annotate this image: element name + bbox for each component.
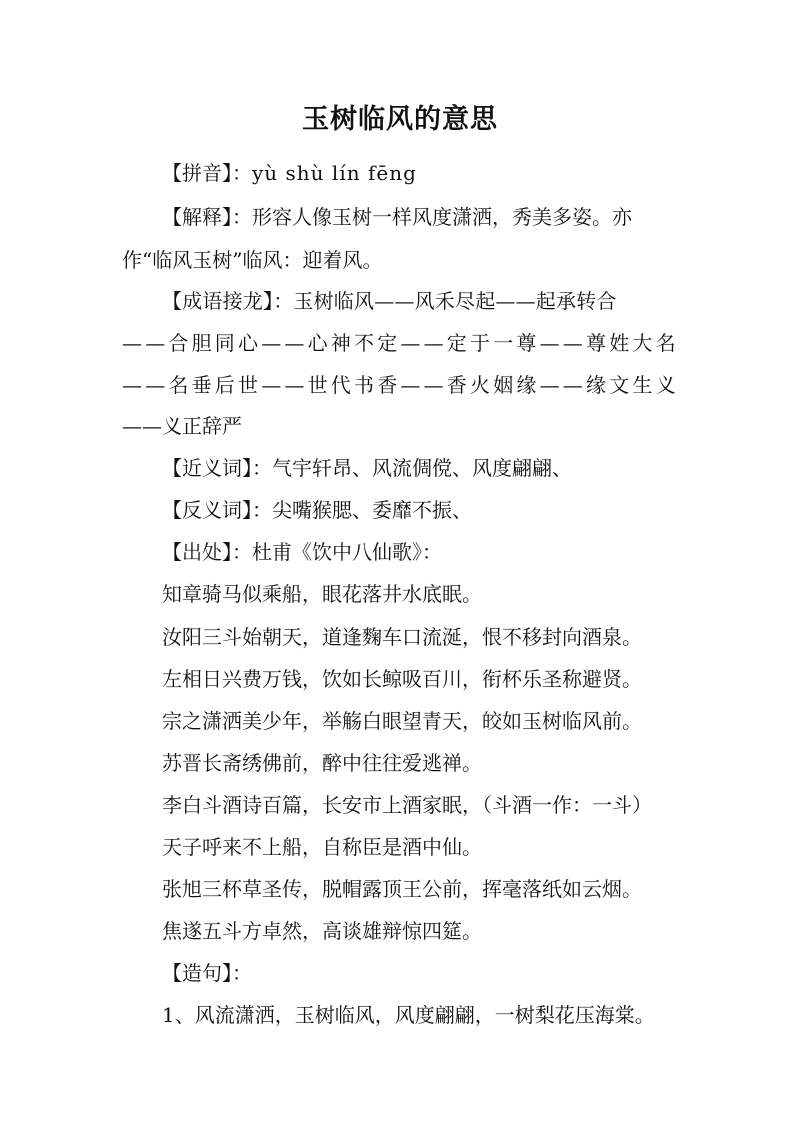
synonyms-label: 【近义词】：	[162, 456, 272, 480]
idiom-chain-line-2: ——合胆同心——心神不定——定于一尊——尊姓大名	[122, 331, 679, 355]
explanation-text-1: 形容人像玉树一样风度潇洒，秀美多姿。亦	[252, 205, 632, 229]
idiom-chain-line-1	[162, 286, 617, 316]
explanation-line-1	[162, 202, 632, 232]
pinyin-label: 【拼音】：	[162, 161, 252, 185]
source-label: 【出处】：	[162, 540, 252, 564]
antonyms-line	[162, 495, 472, 525]
poem-line: 苏晋长斋绣佛前，醉中往往爱逃禅。	[162, 751, 482, 775]
pinyin-value: yù shù lín fēng	[252, 161, 417, 185]
poem-line: 左相日兴费万钱，饮如长鲸吸百川，衔杯乐圣称避贤。	[162, 667, 642, 691]
page-title: 玉树临风的意思	[302, 104, 498, 135]
antonyms-label: 【反义词】：	[162, 498, 272, 522]
explanation-line-2: 作“临风玉树”临风：迎着风。	[122, 248, 383, 272]
antonyms-value: 尖嘴猴腮、委靡不振、	[272, 498, 472, 522]
idiom-chain-line-4: ——义正辞严	[122, 414, 242, 438]
poem-line: 天子呼来不上船，自称臣是酒中仙。	[162, 835, 482, 859]
synonyms-value: 气宇轩昂、风流倜傥、风度翩翩、	[272, 456, 572, 480]
source-value: 杜甫《饮中八仙歌》：	[252, 540, 442, 564]
example-sentence-1: 1、风流潇洒，玉树临风，风度翩翩，一树梨花压海棠。	[162, 1003, 655, 1027]
poem-line: 张旭三杯草圣传，脱帽露顶王公前，挥毫落纸如云烟。	[162, 877, 642, 901]
poem-line: 焦遂五斗方卓然，高谈雄辩惊四筵。	[162, 919, 482, 943]
pinyin-line	[162, 158, 417, 188]
poem-line: 宗之潇洒美少年，举觞白眼望青天，皎如玉树临风前。	[162, 709, 642, 733]
poem-line: 李白斗酒诗百篇，长安市上酒家眠，（斗酒一作：一斗）	[162, 793, 652, 817]
explanation-label: 【解释】：	[162, 205, 252, 229]
idiom-chain-line-3: ——名垂后世——世代书香——香火姻缘——缘文生义	[122, 373, 679, 397]
idiom-chain-text-1: 玉树临风——风禾尽起——起承转合	[293, 289, 617, 313]
source-line	[162, 537, 442, 567]
idiom-chain-label: 【成语接龙】：	[162, 289, 294, 313]
poem-line: 汝阳三斗始朝天，道逢麴车口流涎，恨不移封向酒泉。	[162, 625, 642, 649]
synonyms-line	[162, 453, 572, 483]
poem-line: 知章骑马似乘船，眼花落井水底眠。	[162, 582, 482, 606]
example-label: 【造句】：	[162, 961, 252, 985]
